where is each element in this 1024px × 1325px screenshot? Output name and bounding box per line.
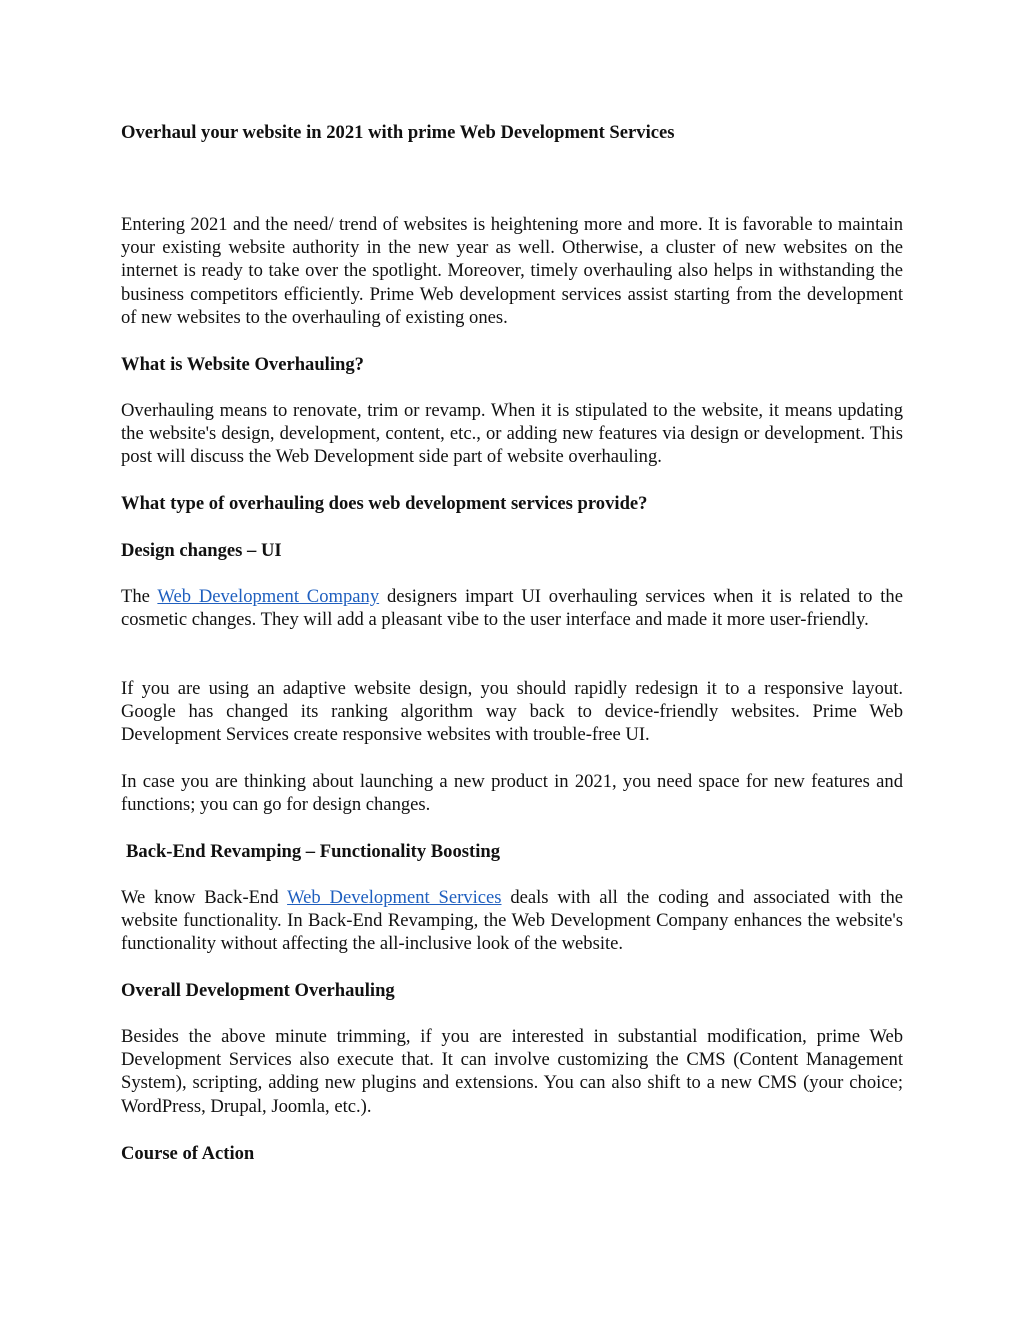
intro-paragraph: Entering 2021 and the need/ trend of websites is heightening more and more. It is favorable to maintain your existing website authority in the new year as well. Otherwise, a cluster of new websites on the internet is ready to take over the spotlight. Moreover, timely overhauling also helps in withstanding the business competitors efficiently. Prime Web development services assist starting from the development of new websites to the overhauling of existing ones. xyxy=(121,214,903,328)
heading-what-type: What type of overhauling does web development services provide? xyxy=(121,493,648,514)
heading-course-of-action: Course of Action xyxy=(121,1143,255,1164)
heading-overall-development: Overall Development Overhauling xyxy=(121,980,395,1001)
heading-what-is-overhauling: What is Website Overhauling? xyxy=(121,354,364,375)
web-development-services-link[interactable]: Web Development Services xyxy=(287,887,502,908)
paragraph-overall-development: Besides the above minute trimming, if you are interested in substantial modification, prime Web Development Services also execute that. It can involve customizing the CMS (Content Management System), scripting, adding new plugins and extensions. You can also shift to a new CMS (your choice; WordPress, Drupal, Joomla, etc.). xyxy=(121,1026,903,1117)
paragraph-design-3: In case you are thinking about launching a new product in 2021, you need space for new features and functions; you can go for design changes. xyxy=(121,771,903,816)
paragraph-what-is-overhauling: Overhauling means to renovate, trim or revamp. When it is stipulated to the website, it means updating the website's design, development, content, etc., or adding new features via design or development. This post will discuss the Web Development side part of website overhauling. xyxy=(121,400,903,468)
paragraph-backend xyxy=(121,886,903,956)
web-development-company-link[interactable]: Web Development Company xyxy=(157,586,380,607)
heading-design-changes: Design changes – UI xyxy=(121,540,282,561)
document-title: Overhaul your website in 2021 with prime Web Development Services xyxy=(121,122,675,143)
paragraph-design-1-post: designers impart UI overhauling services when it is related to the cosmetic changes. They will add a pleasant vibe to the user interface and made it more user-friendly. xyxy=(121,586,903,631)
paragraph-backend-pre: We know Back-End xyxy=(121,887,288,908)
paragraph-design-2: If you are using an adaptive website design, you should rapidly redesign it to a responsive layout. Google has changed its ranking algorithm way back to device-friendly websites. Prime Web Development Services create responsive websites with trouble-free UI. xyxy=(121,678,903,746)
heading-backend-revamping: Back-End Revamping – Functionality Boosting xyxy=(126,841,500,862)
paragraph-backend-post: deals with all the coding and associated with the website functionality. In Back-End Revamping, the Web Development Company enhances the website's functionality without affecting the all-inclusive look of the website. xyxy=(121,887,904,955)
paragraph-design-1 xyxy=(121,585,903,631)
paragraph-design-1-pre: The xyxy=(121,586,158,607)
